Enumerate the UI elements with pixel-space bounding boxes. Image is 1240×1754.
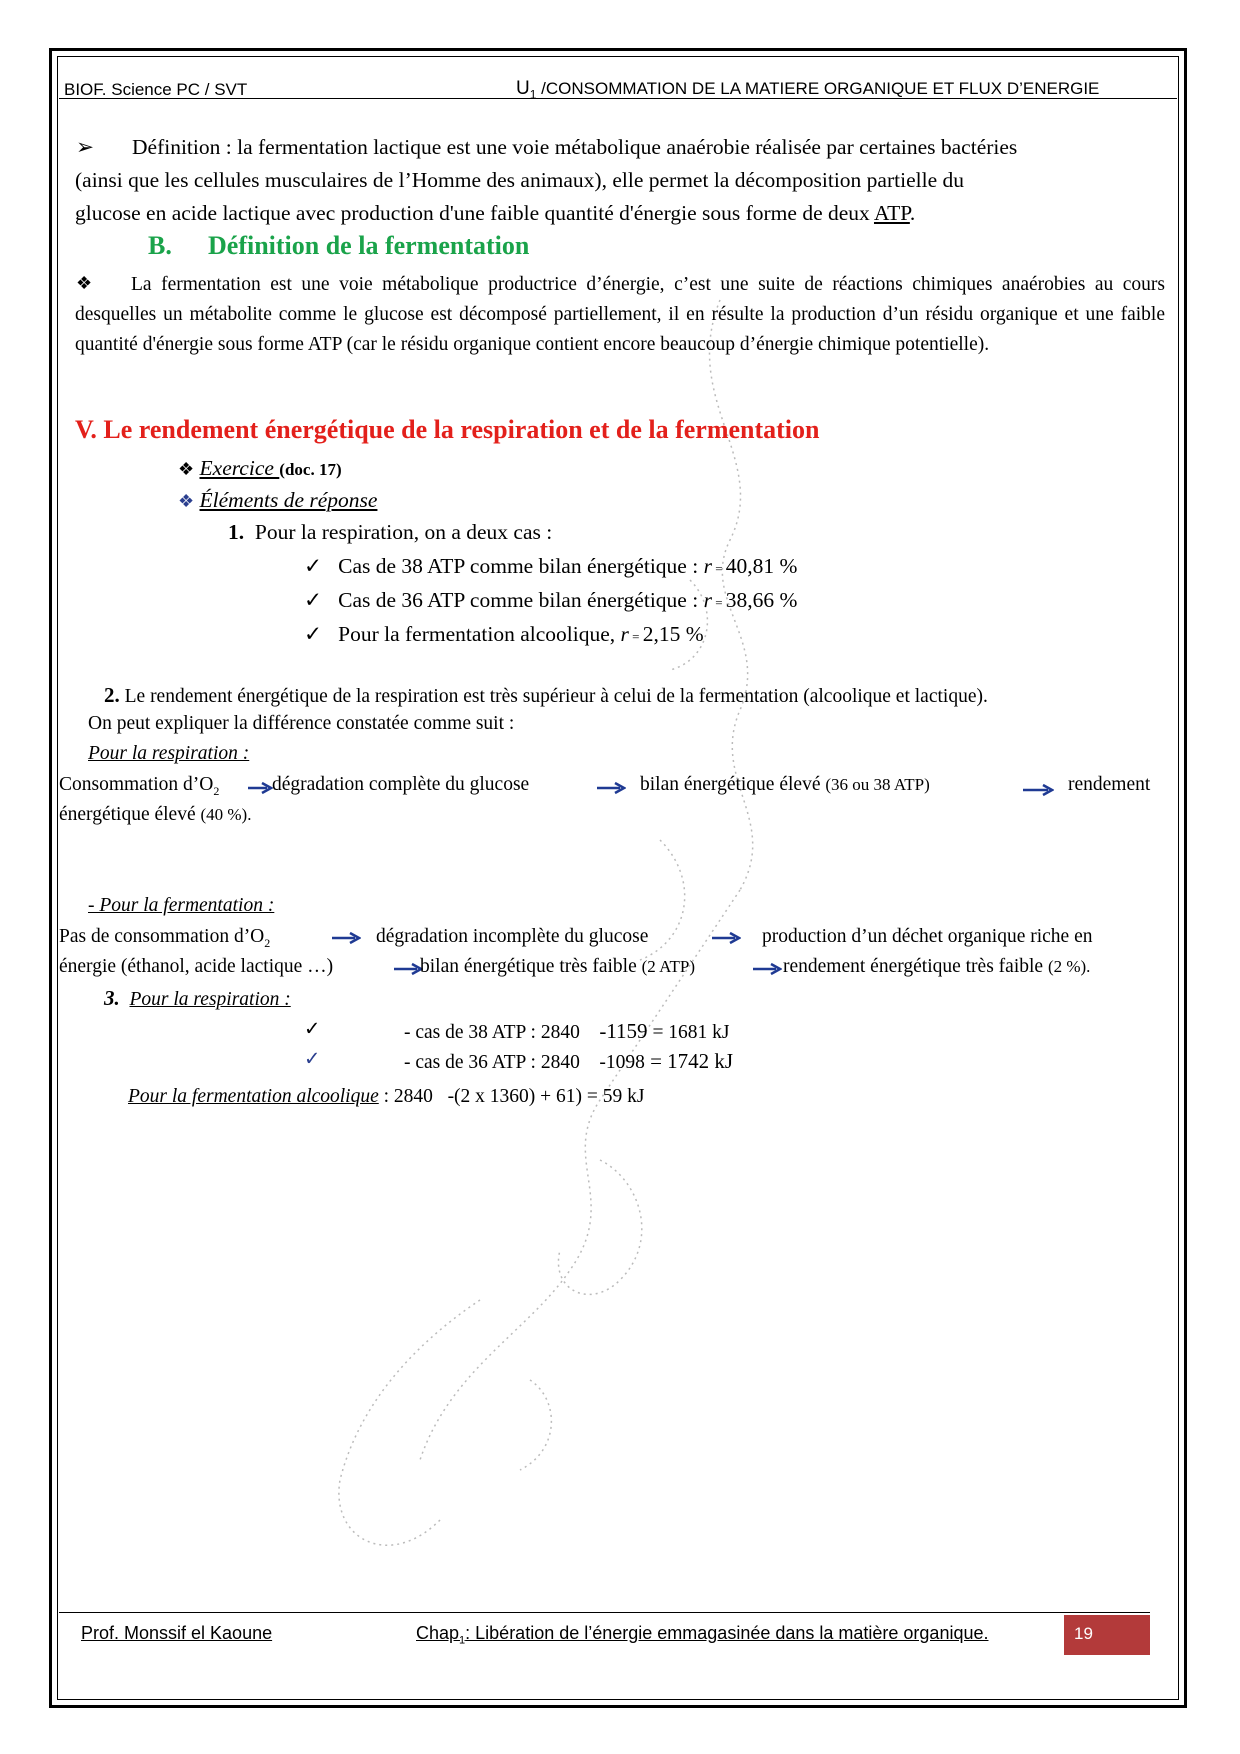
arrow-icon xyxy=(1022,783,1054,797)
item-1 xyxy=(228,516,552,549)
check-eq: = xyxy=(711,561,726,576)
ferm-degradation: dégradation incomplète du glucose xyxy=(376,926,649,947)
arrow-icon xyxy=(596,781,626,795)
section-b-bullet: ❖ xyxy=(76,273,93,293)
alcoolique-text: : 2840 xyxy=(378,1086,438,1107)
check-row-3 xyxy=(304,618,704,653)
resp-o2-sub: 2 xyxy=(213,783,220,798)
calc-result: = 1681 kJ xyxy=(647,1022,730,1043)
arrow-icon xyxy=(711,931,741,945)
alcoolique-label: Pour la fermentation alcoolique xyxy=(128,1086,379,1107)
ferm-line-2-b xyxy=(420,956,695,978)
item-1-number: 1. xyxy=(228,520,245,544)
definition-line-2: (ainsi que les cellules musculaires de l’Homme des animaux), elle permet la décomposition partielle du xyxy=(75,168,964,192)
ferm-rendement-percent: (2 %). xyxy=(1047,957,1091,976)
arrow-icon xyxy=(393,962,423,976)
resp-consumption-text: Consommation d’O xyxy=(59,774,214,795)
check-value: 2,15 % xyxy=(642,622,704,646)
ferm-line-2-c xyxy=(783,956,1090,978)
header-right-text: /CONSOMMATION DE LA MATIERE ORGANIQUE ET FLUX D’ENERGIE xyxy=(536,79,1100,98)
item-2 xyxy=(104,683,988,708)
resp-line-2 xyxy=(59,804,251,826)
resp-consumption xyxy=(59,774,219,799)
exercice-line xyxy=(178,452,342,486)
section-b-text: La fermentation est une voie métabolique productrice d’énergie, c’est une suite de réactions chimiques anaérobies au cours desquelles un métabolite comme le glucose est décomposé partiellement, il en résulte la production d’un résidu organique et une faible quantité d'énergie sous forme ATP (car le résidu organique contient encore beaucoup d’énergie chimique potentielle). xyxy=(75,274,1165,355)
item-3 xyxy=(104,986,291,1011)
check-icon: ✓ xyxy=(304,1019,321,1040)
calc-text: - cas de 36 ATP : 2840 xyxy=(404,1052,585,1073)
item-1-text: Pour la respiration, on a deux cas : xyxy=(254,520,553,544)
header-rule xyxy=(59,98,1177,99)
page-number: 19 xyxy=(1064,1615,1150,1655)
ferm-production: production d’un déchet organique riche en xyxy=(762,926,1093,947)
check-text: Pour la fermentation alcoolique, xyxy=(338,622,621,646)
arrow-icon xyxy=(247,781,273,795)
arrow-icon xyxy=(331,931,361,945)
section-v-title: V. Le rendement énergétique de la respiration et de la fermentation xyxy=(75,415,820,444)
check-icon: ✓ xyxy=(304,1049,321,1070)
check-icon: ✓ xyxy=(304,622,323,646)
ferm-line-2-a: énergie (éthanol, acide lactique …) xyxy=(59,956,334,977)
calc-op: -1098 xyxy=(599,1052,645,1073)
header-right-prefix: U xyxy=(516,78,530,99)
calc-row-2 xyxy=(404,1049,733,1074)
footer-chapter-prefix: Chap xyxy=(416,1623,460,1643)
check-text: Cas de 38 ATP comme bilan énergétique : xyxy=(338,554,704,578)
check-text: Cas de 36 ATP comme bilan énergétique : xyxy=(338,588,704,612)
check-r: r xyxy=(703,588,712,612)
header-right-sub: 1 xyxy=(529,87,537,102)
check-r: r xyxy=(703,554,712,578)
elements-bullet: ❖ xyxy=(178,491,195,511)
definition-atp: ATP xyxy=(873,201,910,225)
respiration-title: Pour la respiration : xyxy=(88,743,250,764)
item-2-number: 2. xyxy=(104,683,120,707)
check-row-2 xyxy=(304,584,797,619)
resp-bilan-text: bilan énergétique élevé xyxy=(640,774,826,795)
check-row-1 xyxy=(304,550,797,585)
ferm-consumption-text: Pas de consommation d’O xyxy=(59,926,265,947)
item-2-line-2: On peut expliquer la différence constatée comme suit : xyxy=(88,713,515,734)
alcoolique-result: = 59 kJ xyxy=(582,1086,645,1107)
resp-bilan-atp: (36 ou 38 ATP) xyxy=(825,775,930,794)
resp-bilan xyxy=(640,774,930,796)
exercice-label: Exercice xyxy=(199,456,280,480)
arrow-icon xyxy=(752,962,782,976)
calc-op: -1159 xyxy=(599,1019,648,1043)
definition-bullet: ➢ xyxy=(76,135,95,159)
ferm-rendement-text: rendement énergétique très faible xyxy=(783,956,1048,977)
footer-chapter-text: : Libération de l’énergie emmagasinée dans la matière organique. xyxy=(465,1623,989,1643)
check-icon: ✓ xyxy=(304,588,323,612)
check-icon: ✓ xyxy=(304,554,323,578)
ferm-bilan-atp: (2 ATP) xyxy=(641,957,696,976)
check-r: r xyxy=(620,622,629,646)
section-b-title: Définition de la fermentation xyxy=(208,231,530,260)
calc-result: = 1742 kJ xyxy=(644,1049,734,1073)
check-value: 38,66 % xyxy=(725,588,798,612)
ferm-consumption xyxy=(59,926,270,951)
footer-rule xyxy=(59,1612,1150,1613)
resp-rendement: rendement xyxy=(1068,774,1151,795)
definition-line-1: Définition : la fermentation lactique est une voie métabolique anaérobie réalisée par certaines bactéries xyxy=(132,135,1018,159)
exercice-ref: (doc. 17) xyxy=(279,460,342,479)
definition-line-3-end: . xyxy=(909,201,916,225)
definition-line-3 xyxy=(75,197,915,230)
ferm-bilan-text: bilan énergétique très faible xyxy=(420,956,642,977)
header-left: BIOF. Science PC / SVT xyxy=(64,80,248,99)
fermentation-title: - Pour la fermentation : xyxy=(88,895,275,916)
definition-line-3-text: glucose en acide lactique avec production d'une faible quantité d'énergie sous forme de deux xyxy=(75,201,874,225)
ferm-o2-sub: 2 xyxy=(264,935,271,950)
footer-chapter xyxy=(416,1623,988,1647)
check-eq: = xyxy=(711,595,726,610)
alcoolique-calc xyxy=(128,1086,645,1108)
check-value: 40,81 % xyxy=(725,554,798,578)
calc-row-1 xyxy=(404,1019,730,1044)
alcoolique-calculation: -(2 x 1360) + 61) xyxy=(447,1086,583,1107)
item-3-title: Pour la respiration : xyxy=(129,989,291,1010)
item-2-text: Le rendement énergétique de la respiration est très supérieur à celui de la fermentation (alcoolique et lactique). xyxy=(124,686,988,707)
exercice-bullet: ❖ xyxy=(178,459,195,479)
resp-line-2-text: énergétique élevé xyxy=(59,804,201,825)
resp-line-2-percent: (40 %). xyxy=(200,805,252,824)
footer-chapter-sub: 1 xyxy=(459,1634,466,1647)
elements-line xyxy=(178,484,377,518)
elements-label: Éléments de réponse xyxy=(199,488,378,512)
calc-text: - cas de 38 ATP : 2840 xyxy=(404,1022,585,1043)
item-3-number: 3. xyxy=(104,986,120,1010)
resp-degradation: dégradation complète du glucose xyxy=(272,774,530,795)
section-b-letter: B. xyxy=(148,231,172,260)
check-eq: = xyxy=(628,629,643,644)
footer-author: Prof. Monssif el Kaoune xyxy=(81,1623,273,1643)
